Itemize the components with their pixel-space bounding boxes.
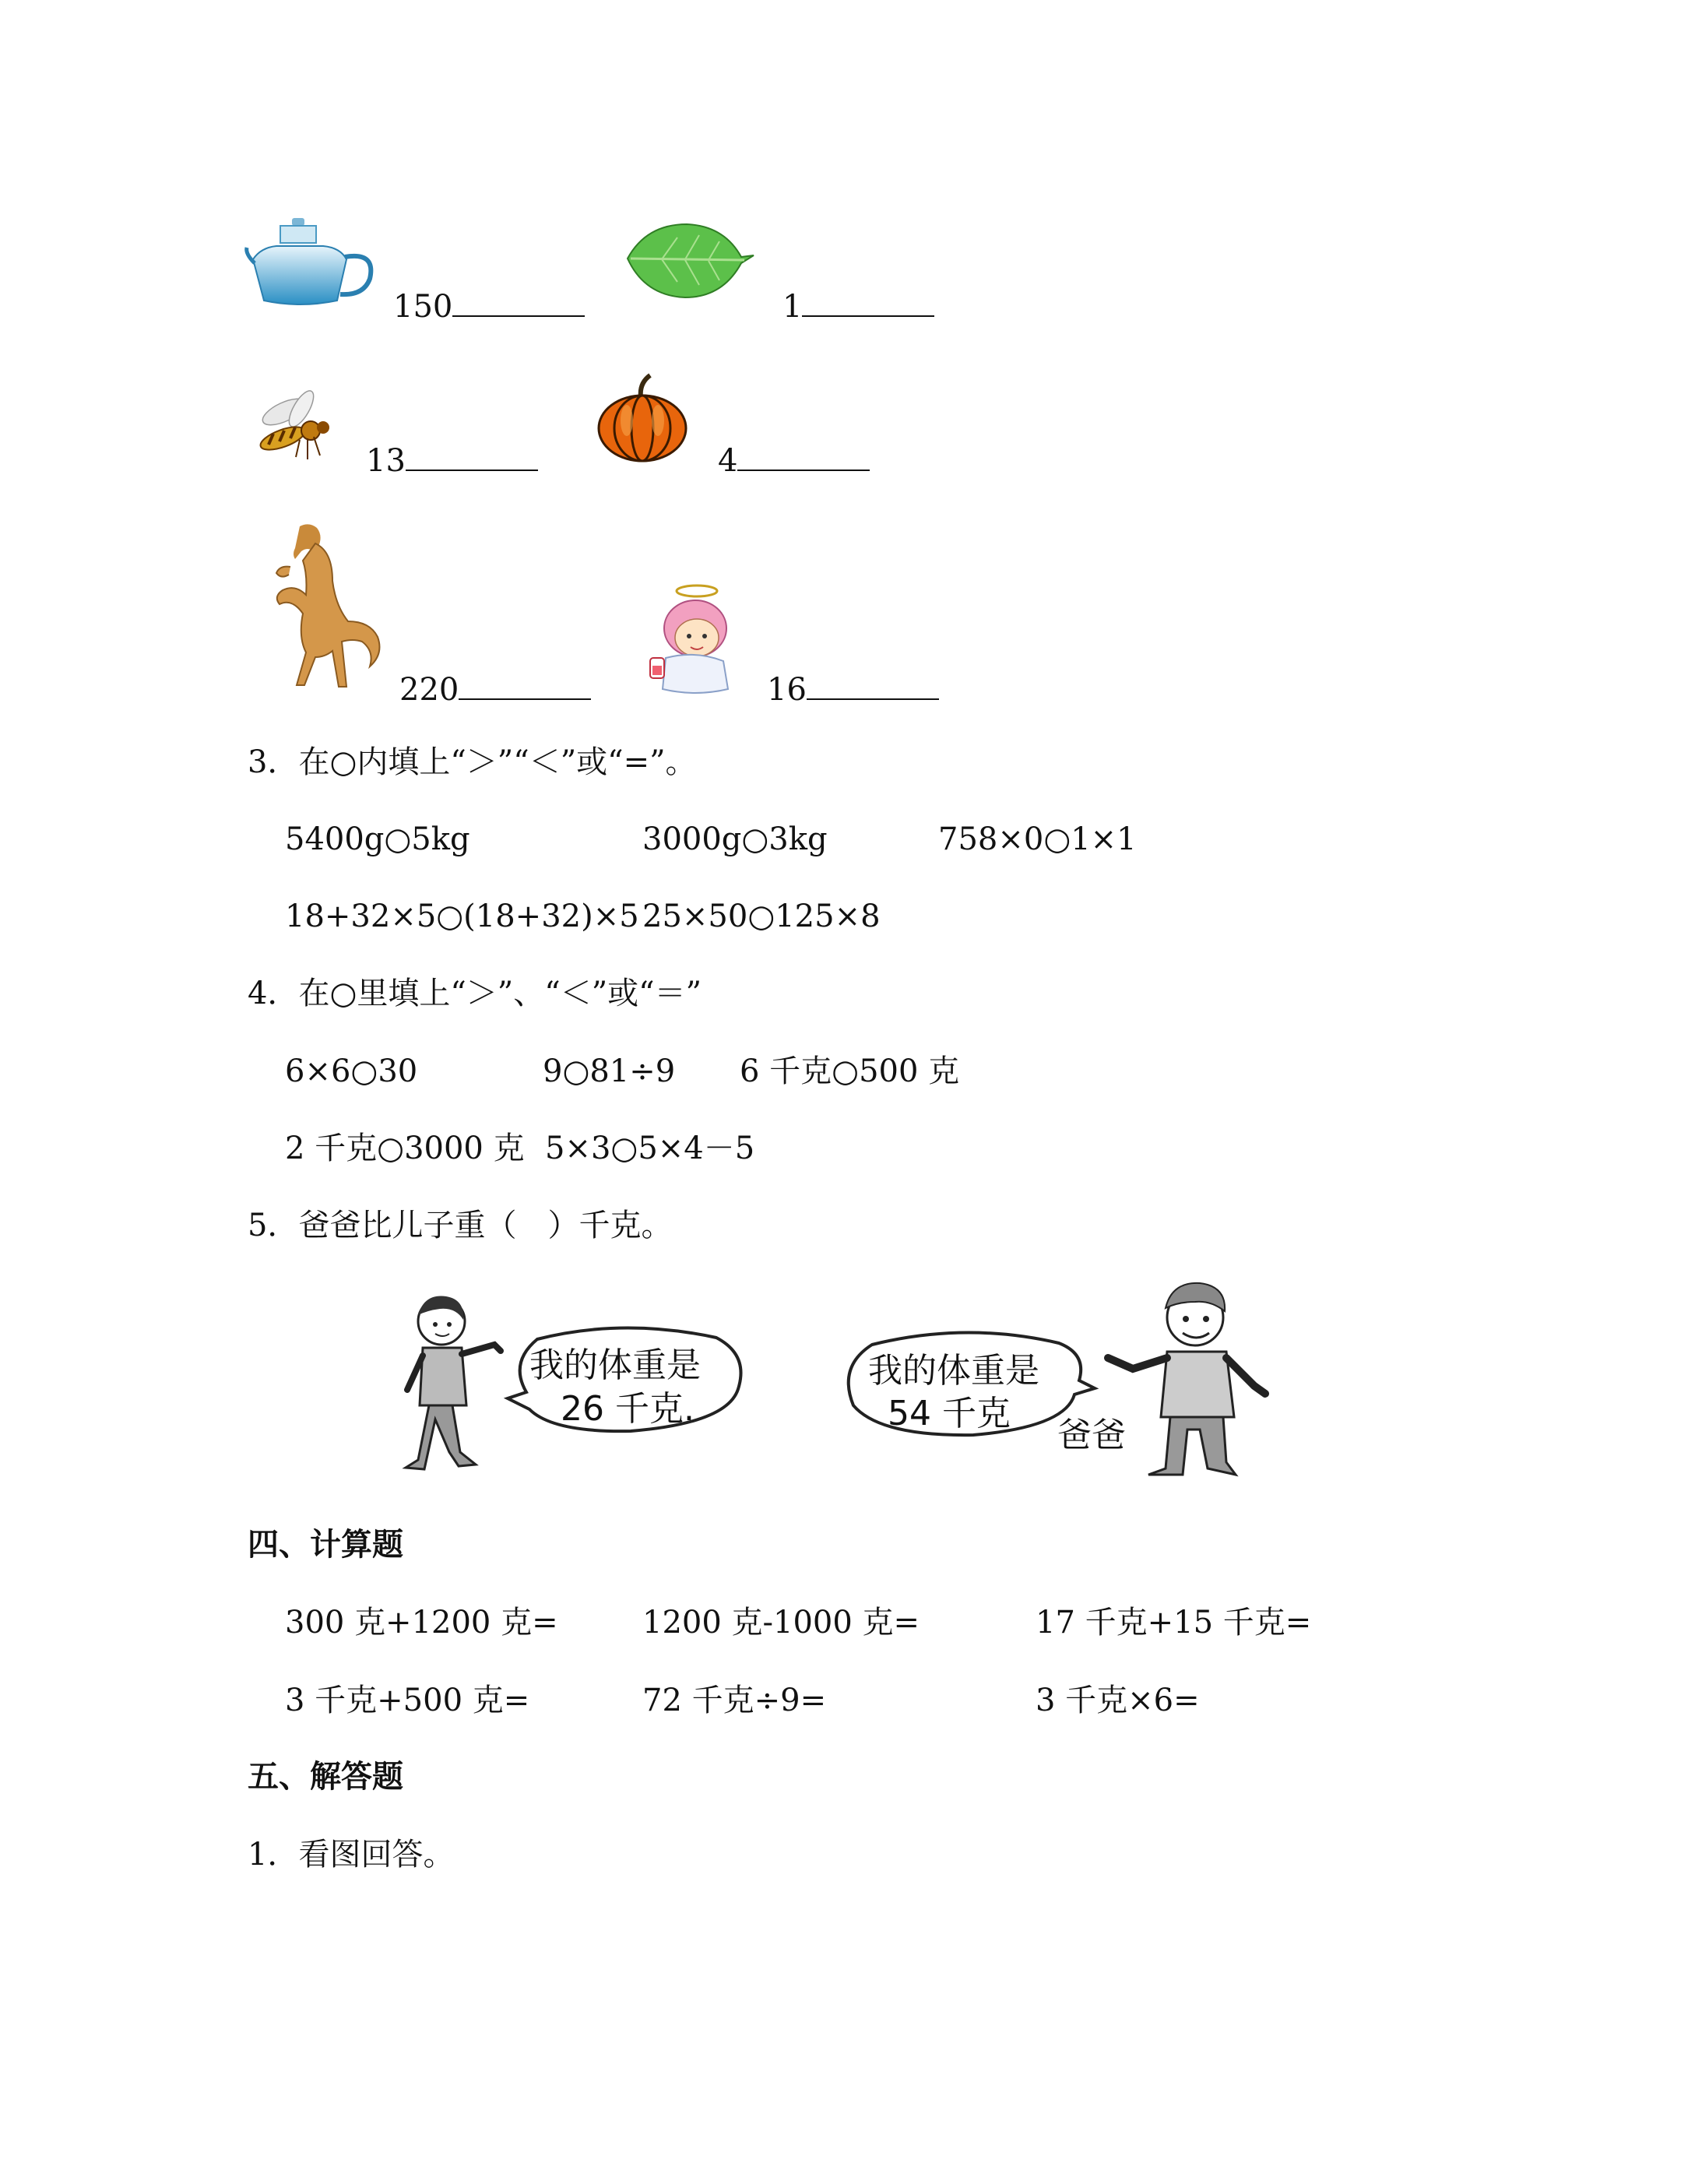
fill-item-4 (718, 442, 870, 480)
fill-number: 13 (366, 443, 406, 479)
boy-bubble-line-2: 26 千克. (561, 1389, 695, 1429)
dad-bubble-line-2: 54 千克 (888, 1394, 1011, 1433)
answer-blank[interactable] (406, 443, 538, 471)
fill-number: 4 (718, 443, 738, 479)
q3-item: 5400g○5kg (285, 821, 470, 857)
boy-bubble-line-1: 我的体重是 (529, 1345, 701, 1385)
calc-item: 1200 克-1000 克= (642, 1605, 920, 1641)
pumpkin-icon (596, 374, 689, 463)
question-5-title: 5．爸爸比儿子重（ ）千克。 (248, 1208, 673, 1243)
fill-number: 150 (393, 289, 453, 325)
question-3-title: 3．在○内填上“＞”“＜”或“=”。 (248, 744, 697, 780)
q4-item: 6 千克○500 克 (740, 1053, 960, 1089)
q3-item: 25×50○125×8 (642, 899, 881, 934)
question-4-title: 4．在○里填上“＞”、“＜”或“＝” (248, 976, 702, 1011)
q4-item: 2 千克○3000 克 (285, 1131, 525, 1166)
q4-item: 9○81÷9 (543, 1053, 676, 1089)
answer-blank[interactable] (459, 672, 591, 700)
fill-item-1 (393, 288, 585, 325)
calc-item: 17 千克+15 千克= (1036, 1605, 1312, 1641)
calc-item: 300 克+1200 克= (285, 1605, 558, 1641)
horse-icon (261, 520, 385, 691)
answer-blank[interactable] (737, 443, 870, 471)
fill-item-6 (767, 671, 939, 709)
section-4-heading: 四、计算题 (248, 1527, 403, 1563)
fill-item-2 (782, 288, 934, 325)
teapot-icon (245, 216, 378, 310)
answer-blank[interactable] (802, 289, 934, 317)
section-5-heading: 五、解答题 (248, 1759, 403, 1795)
answer-blank[interactable] (452, 289, 585, 317)
boy-icon (401, 1289, 510, 1479)
q4-item: 5×3○5×4－5 (545, 1131, 755, 1166)
fill-item-5 (399, 671, 591, 709)
q4-item: 6×6○30 (285, 1053, 418, 1089)
q3-item: 3000g○3kg (642, 821, 828, 857)
question-5-1: 1．看图回答。 (248, 1837, 455, 1873)
fill-number: 16 (767, 672, 807, 708)
dad-label: 爸爸 (1057, 1416, 1126, 1455)
calc-item: 3 千克+500 克= (285, 1683, 530, 1718)
answer-blank[interactable] (807, 672, 939, 700)
bee-icon (253, 393, 335, 467)
dad-icon (1102, 1277, 1273, 1479)
leaf-icon (623, 218, 755, 304)
q3-item: 18+32×5○(18+32)×5 (285, 899, 639, 934)
dad-bubble-line-1: 我的体重是 (868, 1351, 1039, 1391)
baby-icon (642, 580, 740, 697)
calc-item: 3 千克×6= (1036, 1683, 1200, 1718)
q3-item: 758×0○1×1 (938, 821, 1137, 857)
fill-item-3 (366, 442, 538, 480)
fill-number: 1 (782, 289, 803, 325)
calc-item: 72 千克÷9= (642, 1683, 827, 1718)
fill-number: 220 (399, 672, 459, 708)
